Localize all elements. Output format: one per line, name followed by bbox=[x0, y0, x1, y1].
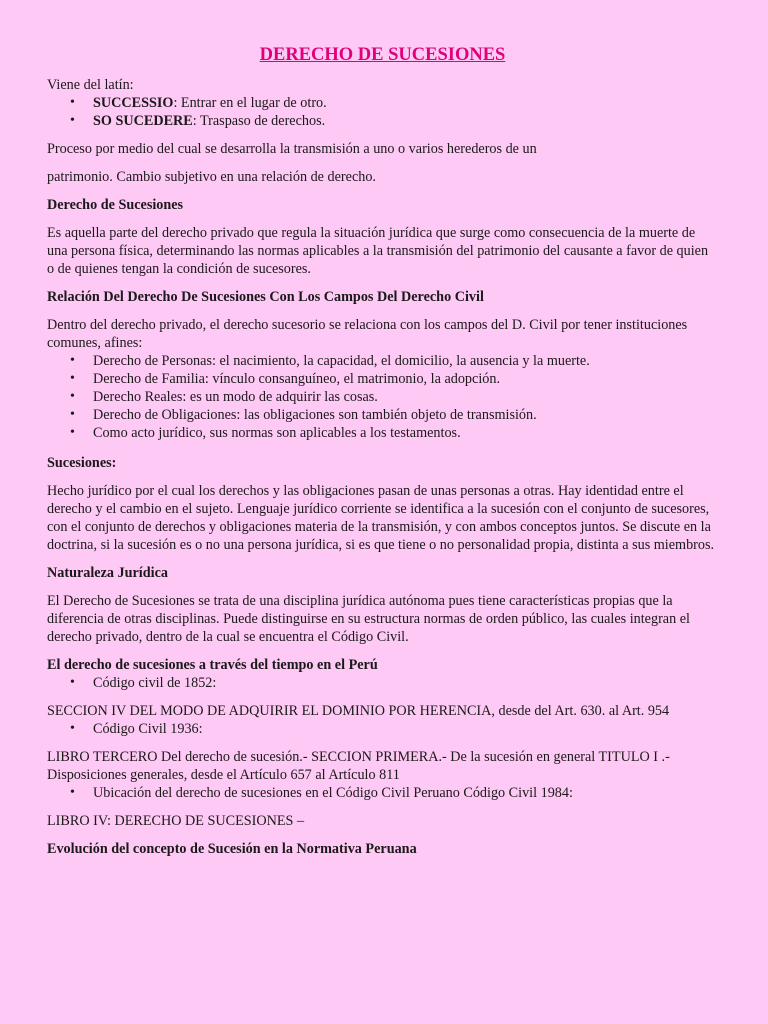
section-heading-evolucion: Evolución del concepto de Sucesión en la Normativa Peruana bbox=[47, 841, 417, 857]
latin-term-meaning: : Entrar en el lugar de otro. bbox=[173, 95, 327, 111]
list-item: • Derecho Reales: es un modo de adquirir las cosas. bbox=[47, 388, 718, 406]
list-item bbox=[47, 112, 718, 130]
section-heading-derecho: Derecho de Sucesiones bbox=[47, 197, 184, 213]
code-1936-list bbox=[47, 720, 718, 738]
list-item: • Código civil de 1852: bbox=[47, 674, 718, 692]
section-body-derecho: Es aquella parte del derecho privado que regula la situación jurídica que surge como consecuencia de la muerte de una persona física, determinando las normas aplicables a la transmisión del patrimonio del causante a favor de quien o de quienes tengan la condición de sucesores. bbox=[47, 225, 709, 277]
relacion-list bbox=[47, 352, 718, 442]
section-heading-tiempo: El derecho de sucesiones a través del tiempo en el Perú bbox=[47, 657, 378, 673]
code-1936-text: LIBRO TERCERO Del derecho de sucesión.- SECCION PRIMERA.- De la sucesión en general TITULO I .- Disposiciones generales, desde el Artículo 657 al Artículo 811 bbox=[47, 749, 670, 783]
section-heading-relacion: Relación Del Derecho De Sucesiones Con Los Campos Del Derecho Civil bbox=[47, 289, 484, 305]
latin-term: SUCCESSIO bbox=[93, 95, 174, 111]
code-1852-list bbox=[47, 674, 718, 692]
list-item: • Ubicación del derecho de sucesiones en el Código Civil Peruano Código Civil 1984: bbox=[47, 784, 718, 802]
latin-terms-list bbox=[47, 94, 718, 130]
list-item: • Como acto jurídico, sus normas son aplicables a los testamentos. bbox=[47, 424, 718, 442]
code-1852-text: SECCION IV DEL MODO DE ADQUIRIR EL DOMINIO POR HERENCIA, desde del Art. 630. al Art. 954 bbox=[47, 703, 670, 719]
list-item: • Derecho de Familia: vínculo consanguíneo, el matrimonio, la adopción. bbox=[47, 370, 718, 388]
section-body-relacion: Dentro del derecho privado, el derecho sucesorio se relaciona con los campos del D. Civil por tener instituciones comunes, afines: bbox=[47, 317, 688, 351]
list-item: • Código Civil 1936: bbox=[47, 720, 718, 738]
document-title: DERECHO DE SUCESIONES bbox=[259, 45, 506, 65]
code-1984-text: LIBRO IV: DERECHO DE SUCESIONES – bbox=[47, 813, 305, 829]
list-item: • Derecho de Obligaciones: las obligaciones son también objeto de transmisión. bbox=[47, 406, 718, 424]
latin-term-meaning: : Traspaso de derechos. bbox=[192, 113, 326, 129]
list-item: • Derecho de Personas: el nacimiento, la capacidad, el domicilio, la ausencia y la muerte. bbox=[47, 352, 718, 370]
section-body-sucesiones: Hecho jurídico por el cual los derechos y las obligaciones pasan de unas personas a otras. Hay identidad entre el derecho y el cambio en el sujeto. Lenguaje jurídico corriente se identifica a la sucesión con el conjunto de sucesores, con el conjunto de derechos y obligaciones materia de la transmisión, y con ambos conceptos juntos. Se discute en la doctrina, si la sucesión es o no una persona jurídica, si es que tiene o no personalidad propia, distinta a sus miembros. bbox=[47, 483, 715, 553]
process-text-line1: Proceso por medio del cual se desarrolla la transmisión a uno o varios herederos de un bbox=[47, 141, 537, 157]
intro-text: Viene del latín: bbox=[47, 77, 134, 93]
list-item bbox=[47, 94, 718, 112]
code-1984-list bbox=[47, 784, 718, 802]
section-heading-naturaleza: Naturaleza Jurídica bbox=[47, 565, 168, 581]
section-body-naturaleza: El Derecho de Sucesiones se trata de una disciplina jurídica autónoma pues tiene características propias que la diferencia de otras disciplinas. Puede distinguirse en su estructura normas de orden público, las cuales integran el derecho privado, dentro de la cual se encuentra el Código Civil. bbox=[47, 593, 690, 645]
latin-term: SO SUCEDERE bbox=[93, 113, 193, 129]
process-text-line2: patrimonio. Cambio subjetivo en una relación de derecho. bbox=[47, 169, 376, 185]
section-heading-sucesiones: Sucesiones: bbox=[47, 455, 117, 471]
